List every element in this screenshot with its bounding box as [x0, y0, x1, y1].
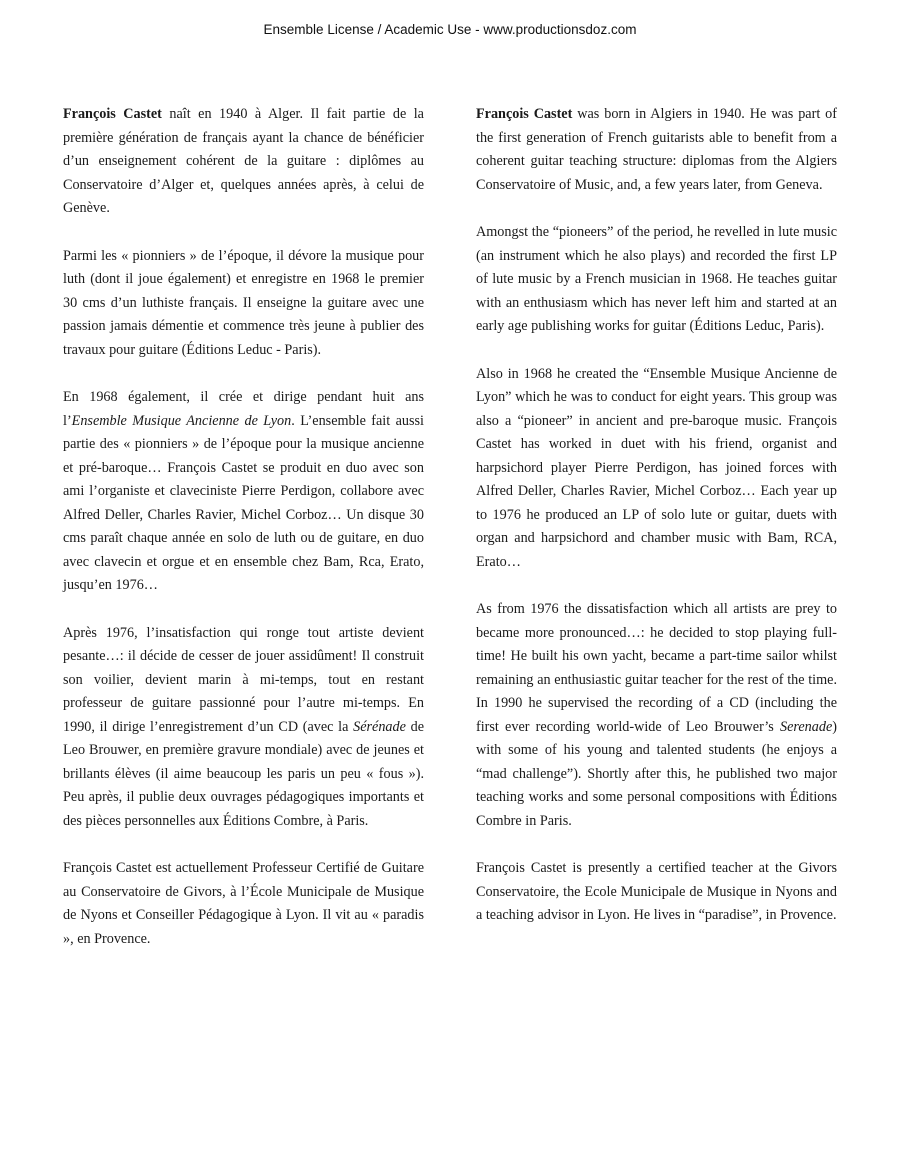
french-paragraph-2: Parmi les « pionniers » de l’époque, il dévore la musique pour luth (dont il joue également) et enregistre en 1968 le premier 30 cms d’un luthiste français. Il enseigne la guitare avec une passion jamais démentie et commence très jeune à publier des travaux pour guitare (Éditions Leduc - Paris). — [63, 247, 424, 358]
english-paragraph-3: Also in 1968 he created the “Ensemble Musique Ancienne de Lyon” which he was to conduct for eight years. This group was also a “pioneer” in ancient and pre-baroque music. François Castet has worked in duet with his friend, organist and harpsichord player Pierre Perdigon, has joined forces with Alfred Deller, Charles Ravier, Michel Corboz… Each year up to 1976 he produced an LP of solo lute or guitar, duets with organ and harpsichord and chamber music with Bam, RCA, Erato… — [476, 365, 837, 570]
french-paragraph-4: Après 1976, l’insatisfaction qui ronge tout artiste devient pesante…: il décide de cesser de jouer assidûment! Il construit son voilier, devient marin à mi-temps, tout en restant professeur de guitare passionné pour l’autre mi-temps. En 1990, il dirige l’enregistrement d’un CD (avec la Sérénade de Leo Brouwer, en première gravure mondiale) avec de jeunes et brillants élèves (il aime beaucoup les paris un peu « fous »). Peu après, il publie deux ouvrages pédagogiques importants et des pièces personnelles aux Éditions Combre, à Paris. — [63, 624, 424, 829]
english-paragraph-2: Amongst the “pioneers” of the period, he revelled in lute music (an instrument which he also plays) and recorded the first LP of lute music by a French musician in 1968. He teaches guitar with an enthusiasm which has never left him and started at an early age publishing works for guitar (Éditions Leduc, Paris). — [476, 224, 837, 334]
french-column — [63, 103, 424, 975]
license-header: Ensemble License / Academic Use - www.productionsdoz.com — [263, 22, 637, 37]
french-paragraph-3: En 1968 également, il crée et dirige pendant huit ans l’Ensemble Musique Ancienne de Lyon. L’ensemble fait aussi partie des « pionniers » de l’époque pour la musique ancienne et pré-baroque… François Castet se produit en duo avec son ami l’organiste et claveciniste Pierre Perdigon, collabore avec Alfred Deller, Charles Ravier, Michel Corboz… Un disque 30 cms paraît chaque année en solo de luth ou de guitare, en duo avec clavecin et orgue et en ensemble chez Bam, Rca, Erato, jusqu’en 1976… — [63, 389, 424, 593]
french-paragraph-5: François Castet est actuellement Professeur Certifié de Guitare au Conservatoire de Givors, à l’École Municipale de Musique de Nyons et Conseiller Pédagogique à Lyon. Il vit au « paradis », en Provence. — [63, 860, 424, 947]
ensemble-name-italic: Ensemble Musique Ancienne de Lyon — [71, 412, 292, 429]
english-paragraph-1: François Castet was born in Algiers in 1940. He was part of the first generation of French guitarists able to benefit from a coherent guitar teaching structure: diplomas from the Algiers Conservatoire of Music, and, a few years later, from Geneva. — [476, 106, 837, 193]
english-paragraph-4: As from 1976 the dissatisfaction which all artists are prey to became more pronounced…: he decided to stop playing full-time! He built his own yacht, became a part-time sailor whilst remaining an enthusiastic guitar teacher for the rest of the time. In 1990 he supervised the recording of a CD (including the first ever recording world-wide of Leo Brouwer’s Serenade) with some of his young and talented students (he enjoys a “mad challenge”). Shortly after this, he published two major teaching works and some personal compositions with Éditions Combre in Paris. — [476, 601, 837, 829]
name-bold: François Castet — [476, 106, 573, 122]
french-paragraph-1: François Castet naît en 1940 à Alger. Il fait partie de la première génération de français ayant la chance de bénéficier d’un enseignement cohérent de la guitare : diplômes au Conservatoire d’Alger et, quelques années après, à celui de Genève. — [63, 106, 424, 216]
serenade-italic: Sérénade — [353, 718, 406, 735]
english-column — [476, 103, 837, 952]
english-paragraph-5: François Castet is presently a certified teacher at the Givors Conservatoire, the Ecole Municipale de Musique in Nyons and a teaching advisor in Lyon. He lives in “paradise”, in Provence. — [476, 860, 837, 923]
name-bold: François Castet — [63, 106, 162, 122]
serenade-italic: Serenade — [780, 718, 833, 735]
